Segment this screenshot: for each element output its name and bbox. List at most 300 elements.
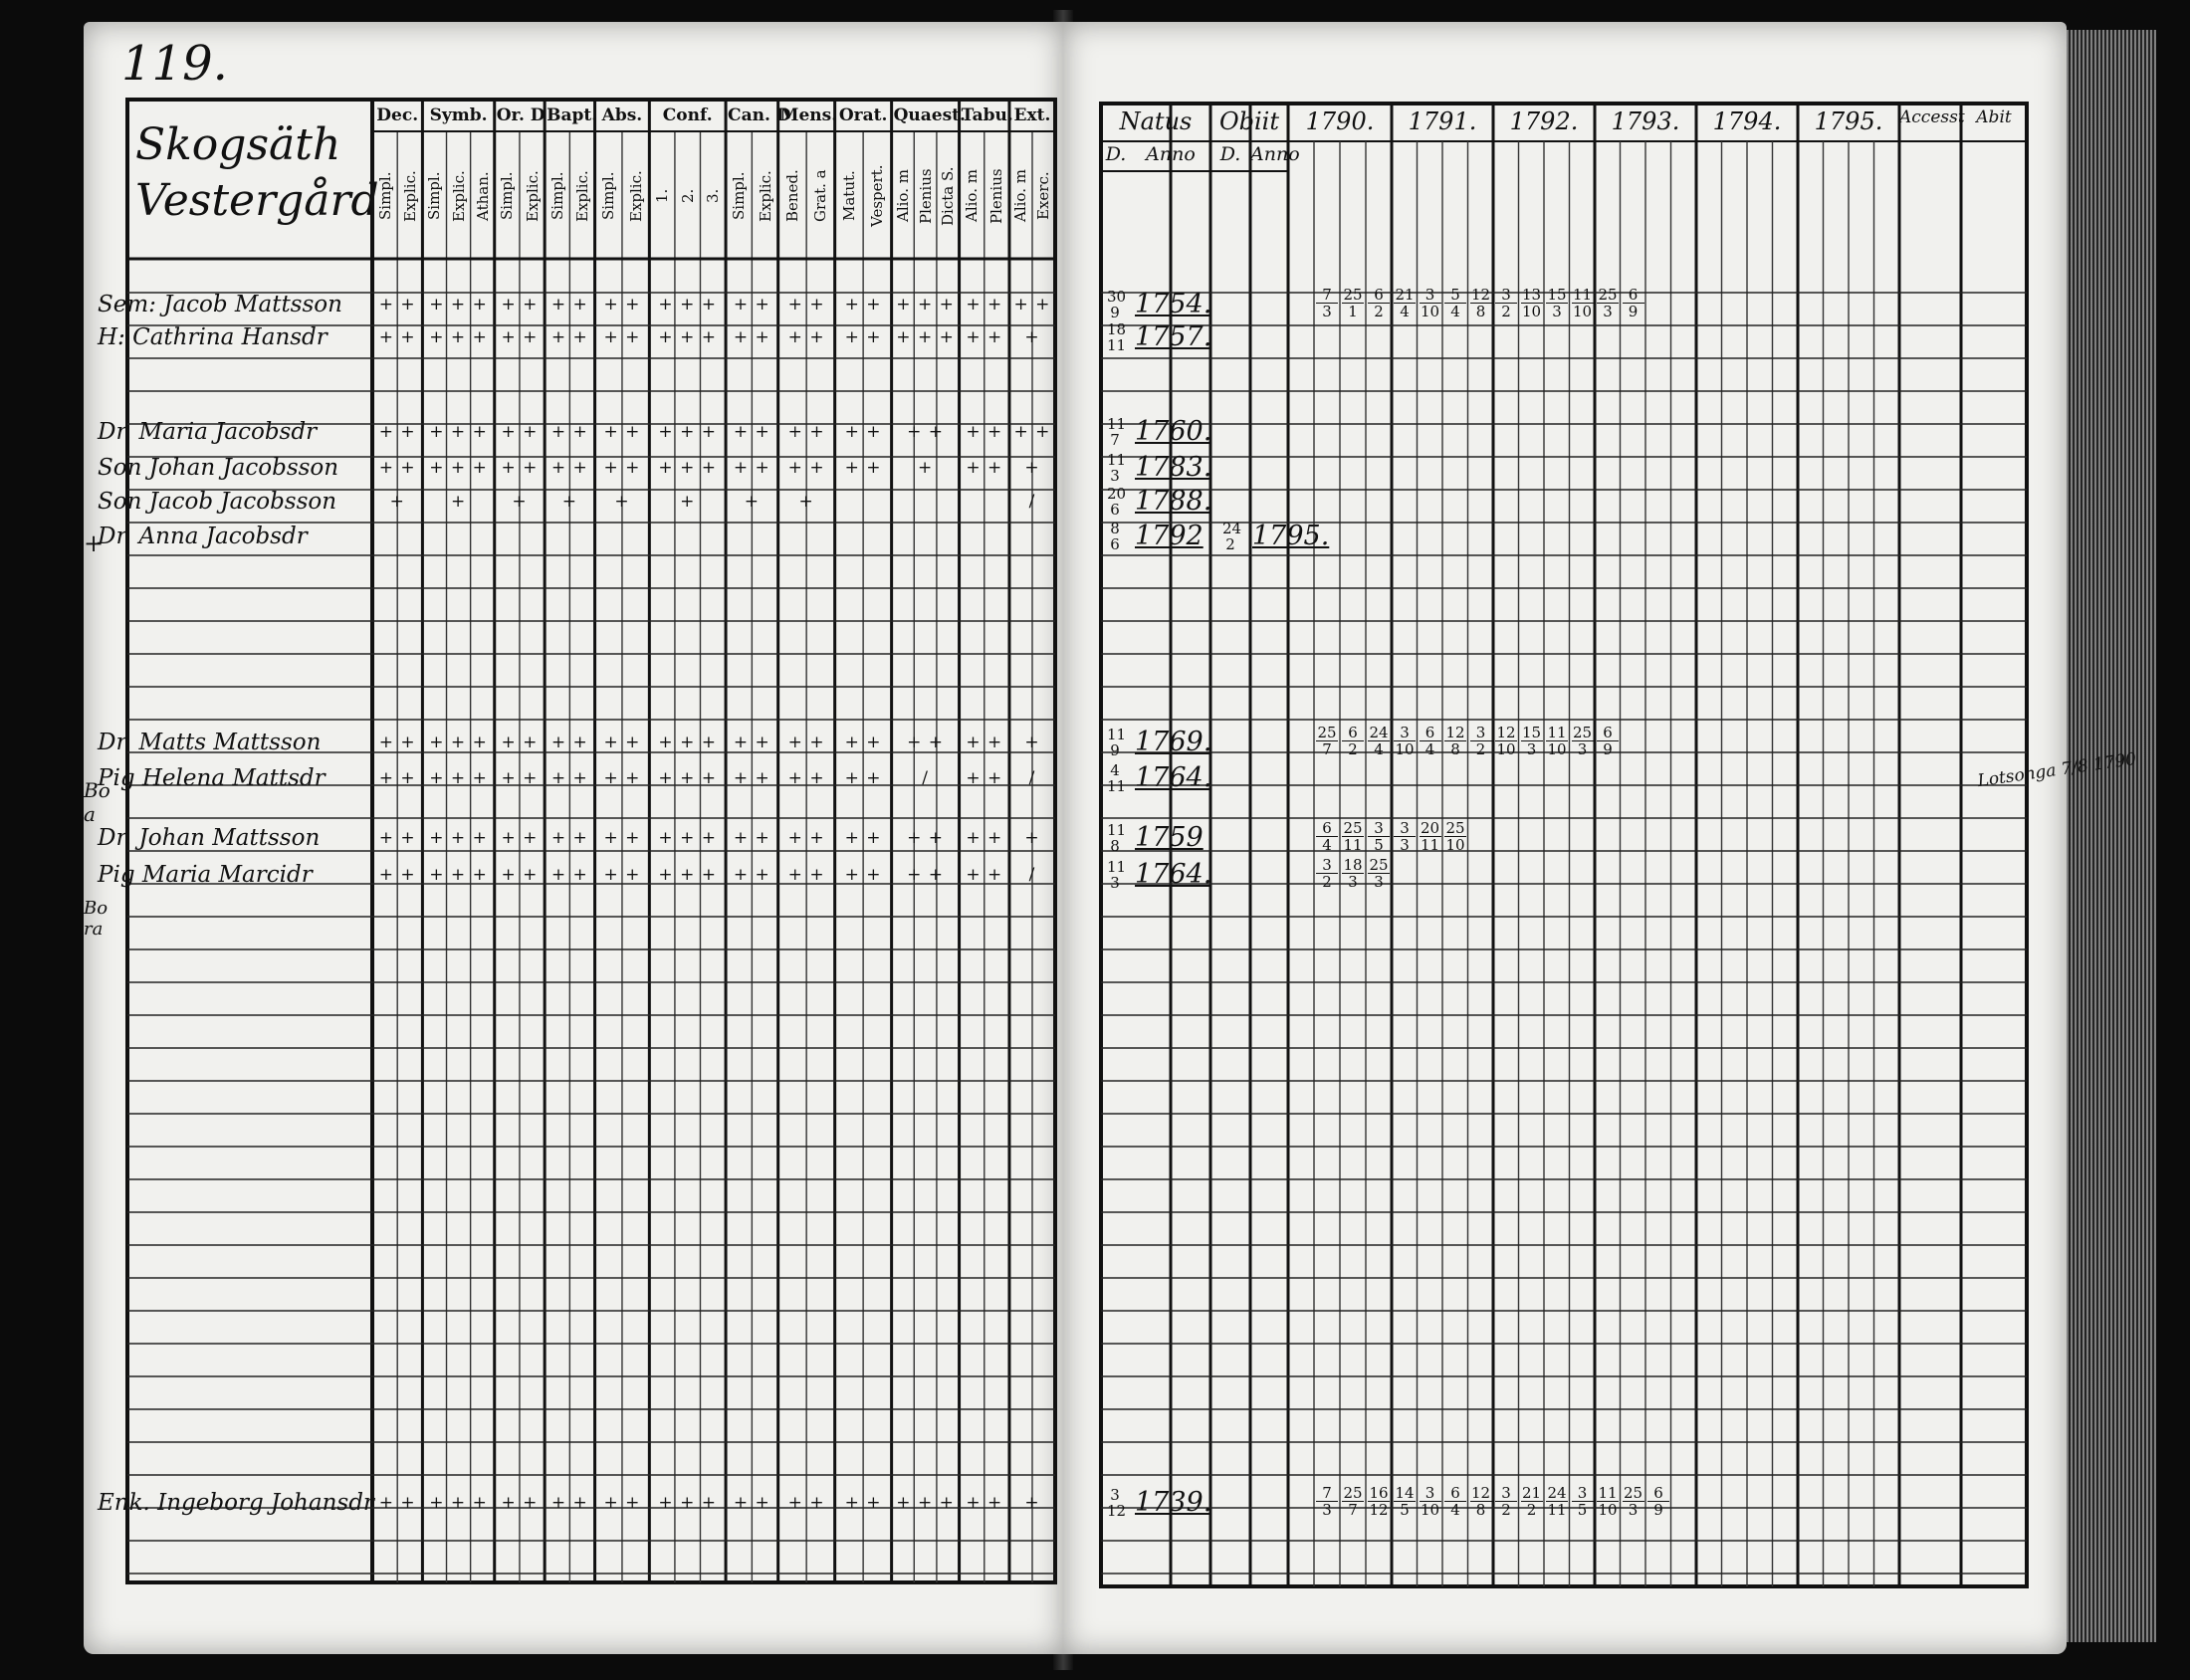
margin-cross-mark: + — [84, 529, 105, 557]
column-subheader-5-1: 2. — [678, 188, 697, 204]
exam-date — [1368, 1485, 1390, 1518]
register-header-0: Natus — [1119, 107, 1193, 135]
attendance-mark: + + — [378, 768, 416, 788]
exam-day: 25 — [1572, 724, 1593, 741]
register-header-8: Accesst — [1899, 107, 1965, 127]
attendance-mark: + + — [550, 733, 588, 752]
exam-month: 3 — [1577, 740, 1588, 758]
exam-month: 2 — [1526, 1501, 1537, 1519]
exam-month: 8 — [1450, 740, 1460, 758]
attendance-mark: + + — [501, 768, 539, 788]
birth-day-top: 11 — [1107, 726, 1127, 743]
birth-day — [1107, 415, 1127, 449]
birth-day-top: 11 — [1107, 821, 1127, 839]
attendance-mark: + + + — [658, 422, 717, 442]
attendance-mark — [1009, 526, 1055, 546]
exam-month: 2 — [1348, 740, 1358, 758]
attendance-mark — [545, 526, 594, 546]
attendance-mark: + — [561, 492, 577, 512]
exam-day: 12 — [1470, 1484, 1491, 1502]
exam-date — [1394, 725, 1416, 757]
exam-month: 4 — [1322, 836, 1332, 854]
right-page-ruling — [1063, 22, 2067, 1654]
birth-day-top: 3 — [1110, 1486, 1120, 1504]
column-header-2: Or. D — [496, 105, 546, 125]
register-header-2: 1790. — [1305, 107, 1375, 135]
birth-day-bottom: 3 — [1110, 874, 1120, 892]
attendance-mark — [835, 492, 892, 512]
exam-month: 10 — [1496, 740, 1516, 758]
attendance-mark: + + — [907, 865, 945, 885]
exam-month: 3 — [1628, 1501, 1639, 1519]
farm-name-line2: Vestergård — [135, 175, 379, 226]
register-header-7: 1795. — [1814, 107, 1883, 135]
birth-year: 1788. — [1135, 486, 1212, 517]
exam-month: 9 — [1603, 740, 1613, 758]
attendance-mark: + + — [787, 828, 825, 848]
exam-date — [1572, 725, 1594, 757]
birth-day-top: 11 — [1107, 858, 1127, 876]
attendance-mark: / — [1028, 865, 1036, 885]
exam-date — [1444, 725, 1466, 757]
column-subheader-1-1: Explic. — [449, 170, 468, 222]
exam-day: 3 — [1316, 857, 1338, 874]
register-header-9: Abit — [1976, 107, 2012, 127]
attendance-mark: + + — [733, 865, 770, 885]
column-subheader-4-0: Simpl. — [599, 171, 618, 221]
exam-day: 12 — [1470, 286, 1491, 304]
attendance-mark: + + — [501, 733, 539, 752]
column-subheader-3-1: Explic. — [572, 170, 591, 222]
attendance-mark: + + — [787, 1493, 825, 1513]
exam-date — [1316, 725, 1338, 757]
column-header-4: Abs. — [601, 105, 643, 125]
birth-day — [1107, 726, 1127, 759]
column-subheader-2-1: Explic. — [523, 170, 542, 222]
attendance-mark: + + — [844, 733, 882, 752]
register-header-5: 1793. — [1611, 107, 1680, 135]
birth-day-bottom: 3 — [1110, 467, 1120, 485]
exam-month: 2 — [1501, 303, 1511, 320]
attendance-mark — [960, 526, 1009, 546]
birth-year: 1739. — [1135, 1487, 1212, 1518]
exam-day: 11 — [1572, 286, 1593, 304]
exam-date — [1470, 1485, 1492, 1518]
attendance-mark: + + — [787, 295, 825, 315]
exam-day: 3 — [1470, 725, 1492, 741]
exam-date — [1368, 820, 1390, 853]
exam-date — [1316, 857, 1338, 890]
exam-month: 10 — [1395, 740, 1415, 758]
exam-date — [1521, 725, 1543, 757]
exam-day: 16 — [1369, 1484, 1389, 1502]
attendance-mark: + — [1024, 458, 1040, 478]
birth-day-top: 11 — [1107, 451, 1127, 469]
attendance-mark: + + — [550, 828, 588, 848]
attendance-mark: + + — [733, 733, 770, 752]
attendance-mark: + + — [501, 865, 539, 885]
birth-day-bottom: 9 — [1110, 741, 1120, 759]
attendance-mark: + + — [966, 733, 1003, 752]
exam-month: 12 — [1369, 1501, 1389, 1519]
exam-month: 5 — [1374, 836, 1384, 854]
exam-day: 25 — [1445, 819, 1465, 837]
attendance-mark: + + — [501, 327, 539, 347]
exam-month: 9 — [1653, 1501, 1663, 1519]
attendance-mark: + + + — [429, 422, 488, 442]
resident-name: Dr. Anna Jacobsdr — [98, 524, 308, 549]
exam-date — [1316, 820, 1338, 853]
attendance-mark: / — [922, 768, 929, 788]
column-subheader-11-0: Alio. m — [1011, 169, 1030, 223]
register-subheader-1: Anno — [1146, 143, 1196, 165]
exam-date — [1368, 725, 1390, 757]
column-header-8: Orat. — [838, 105, 888, 125]
column-subheader-2-0: Simpl. — [498, 171, 517, 221]
attendance-mark: + + — [787, 327, 825, 347]
attendance-mark: + + — [733, 828, 770, 848]
birth-day — [1107, 1486, 1127, 1520]
exam-month: 2 — [1374, 303, 1384, 320]
attendance-mark: + + + — [658, 828, 717, 848]
exam-day: 6 — [1342, 725, 1364, 741]
exam-day: 25 — [1369, 856, 1389, 874]
exam-date — [1546, 1485, 1568, 1518]
attendance-mark: + + — [733, 295, 770, 315]
attendance-mark: + + — [733, 327, 770, 347]
birth-day-top: 30 — [1107, 288, 1127, 306]
exam-day: 15 — [1521, 724, 1542, 741]
attendance-mark — [649, 526, 726, 546]
death-day: 24 2 — [1222, 520, 1242, 553]
attendance-mark: + + — [966, 768, 1003, 788]
exam-day: 18 — [1343, 856, 1363, 874]
exam-day: 3 — [1394, 725, 1416, 741]
birth-day-top: 20 — [1107, 485, 1127, 503]
exam-date — [1420, 287, 1441, 319]
column-subheader-1-2: Athan. — [473, 171, 492, 221]
exam-day: 25 — [1317, 724, 1337, 741]
attendance-mark: / — [1028, 768, 1036, 788]
exam-day: 25 — [1343, 286, 1363, 304]
column-subheader-8-0: Matut. — [839, 170, 858, 222]
attendance-mark: + + + — [429, 768, 488, 788]
resident-name: Pig Helena Mattsdr — [98, 765, 326, 791]
register-subheader-0: D. — [1105, 143, 1127, 165]
exam-day: 6 — [1444, 1485, 1466, 1502]
exam-month: 5 — [1400, 1501, 1410, 1519]
attendance-mark: + + — [378, 733, 416, 752]
resident-name: Dr. Matts Mattsson — [98, 730, 322, 755]
left-page — [84, 22, 1063, 1654]
attendance-mark: + — [1024, 828, 1040, 848]
attendance-mark — [726, 526, 778, 546]
attendance-mark: + + — [501, 295, 539, 315]
attendance-mark: + + — [787, 422, 825, 442]
exam-day: 3 — [1495, 1485, 1517, 1502]
exam-date — [1342, 820, 1364, 853]
column-subheader-9-1: Plenius — [916, 168, 935, 224]
column-subheader-6-0: Simpl. — [730, 171, 749, 221]
birth-year: 1783. — [1135, 452, 1212, 483]
exam-month: 3 — [1603, 303, 1613, 320]
column-header-6: Can. D — [728, 105, 791, 125]
attendance-mark: + + — [603, 768, 641, 788]
attendance-mark: + — [512, 492, 528, 512]
attendance-mark: + — [798, 492, 814, 512]
exam-date — [1546, 725, 1568, 757]
exam-month: 3 — [1348, 873, 1358, 891]
attendance-mark: + + — [603, 422, 641, 442]
column-header-9: Quaest. — [893, 105, 966, 125]
exam-month: 3 — [1322, 303, 1332, 320]
attendance-mark: + + + — [429, 458, 488, 478]
birth-year: 1760. — [1135, 416, 1212, 447]
birth-year: 1769. — [1135, 727, 1212, 757]
exam-month: 5 — [1577, 1501, 1588, 1519]
exam-date — [1368, 287, 1390, 319]
resident-name: H: Cathrina Hansdr — [98, 324, 328, 350]
attendance-mark: + + — [966, 422, 1003, 442]
column-subheader-7-0: Bened. — [782, 169, 801, 223]
attendance-mark: + + — [501, 458, 539, 478]
attendance-mark: + — [1024, 327, 1040, 347]
attendance-mark — [892, 526, 960, 546]
attendance-mark: + + + — [896, 327, 955, 347]
exam-date — [1572, 287, 1594, 319]
exam-day: 3 — [1394, 820, 1416, 837]
attendance-mark: + — [1024, 733, 1040, 752]
column-subheader-5-0: 1. — [653, 188, 672, 204]
exam-date — [1444, 820, 1466, 853]
attendance-mark: + + — [787, 458, 825, 478]
column-subheader-7-1: Grat. a — [811, 169, 830, 223]
resident-name: Enk. Ingeborg Johansdr — [98, 1490, 374, 1516]
attendance-mark: + + — [844, 458, 882, 478]
attendance-mark: + + + — [429, 865, 488, 885]
attendance-mark: + + + — [429, 828, 488, 848]
exam-date — [1444, 1485, 1466, 1518]
resident-name: Son Jacob Jacobsson — [98, 489, 337, 515]
exam-month: 7 — [1348, 1501, 1358, 1519]
exam-day: 6 — [1597, 725, 1619, 741]
resident-name: Dr. Maria Jacobsdr — [98, 419, 318, 445]
exam-day: 3 — [1572, 1485, 1594, 1502]
margin-bo-mark-2: Bo ra — [84, 898, 109, 940]
exam-day: 25 — [1343, 1484, 1363, 1502]
attendance-mark: + + — [1013, 295, 1051, 315]
attendance-mark: + + — [378, 422, 416, 442]
attendance-mark: + + + — [658, 865, 717, 885]
exam-month: 3 — [1526, 740, 1537, 758]
exam-date — [1420, 1485, 1441, 1518]
attendance-mark: + + — [844, 295, 882, 315]
column-subheader-3-0: Simpl. — [548, 171, 566, 221]
attendance-mark: + + — [966, 865, 1003, 885]
register-subheader-3: Anno — [1250, 143, 1300, 165]
exam-date — [1495, 287, 1517, 319]
exam-day: 20 — [1420, 819, 1440, 837]
attendance-mark: + + — [603, 865, 641, 885]
page-number: 119. — [121, 36, 228, 92]
exam-month: 10 — [1547, 740, 1567, 758]
birth-day-bottom: 7 — [1110, 431, 1120, 449]
attendance-mark: + — [680, 492, 696, 512]
exam-day: 13 — [1521, 286, 1542, 304]
exam-day: 12 — [1445, 724, 1465, 741]
attendance-mark: + — [744, 492, 760, 512]
resident-name: Son Johan Jacobsson — [98, 455, 339, 481]
exam-date — [1470, 287, 1492, 319]
register-subheader-2: D. — [1219, 143, 1241, 165]
exam-day: 6 — [1420, 725, 1441, 741]
exam-day: 3 — [1420, 1485, 1441, 1502]
birth-day — [1107, 485, 1127, 519]
exam-date — [1394, 820, 1416, 853]
exam-day: 21 — [1521, 1484, 1542, 1502]
exam-month: 1 — [1348, 303, 1358, 320]
birth-day — [1107, 451, 1127, 485]
exam-date — [1470, 725, 1492, 757]
attendance-mark: + + + — [896, 1493, 955, 1513]
margin-bo-mark: Bo a — [84, 778, 110, 826]
attendance-mark: + + — [844, 828, 882, 848]
exam-date — [1444, 287, 1466, 319]
attendance-mark: + + — [378, 295, 416, 315]
resident-name: Dr. Johan Mattsson — [98, 825, 321, 851]
column-subheader-5-2: 3. — [704, 188, 723, 204]
exam-date — [1521, 1485, 1543, 1518]
column-subheader-11-1: Exerc. — [1034, 171, 1053, 221]
exam-date — [1394, 1485, 1416, 1518]
column-header-5: Conf. — [662, 105, 713, 125]
exam-month: 3 — [1400, 836, 1410, 854]
resident-name: Sem: Jacob Mattsson — [98, 292, 342, 317]
page-edges — [2067, 30, 2156, 1642]
birth-year: 1757. — [1135, 321, 1212, 352]
exam-month: 4 — [1450, 303, 1460, 320]
exam-date — [1597, 725, 1619, 757]
attendance-mark — [595, 526, 650, 546]
birth-day-bottom: 8 — [1110, 837, 1120, 855]
exam-date — [1342, 725, 1364, 757]
register-header-4: 1792. — [1509, 107, 1579, 135]
attendance-mark: + + — [603, 828, 641, 848]
attendance-mark: + + + — [658, 458, 717, 478]
attendance-mark: + — [389, 492, 405, 512]
attendance-mark: + + + — [429, 295, 488, 315]
exam-month: 10 — [1572, 303, 1593, 320]
column-subheader-0-0: Simpl. — [375, 171, 394, 221]
attendance-mark: + + — [1013, 422, 1051, 442]
attendance-mark: + — [614, 492, 630, 512]
attendance-mark — [372, 526, 422, 546]
attendance-mark: + + — [378, 865, 416, 885]
birth-day-top: 11 — [1107, 415, 1127, 433]
exam-day: 25 — [1598, 286, 1618, 304]
exam-date — [1572, 1485, 1594, 1518]
birth-year: 1759 — [1135, 822, 1204, 853]
attendance-mark: + + — [787, 733, 825, 752]
exam-day: 15 — [1547, 286, 1567, 304]
exam-month: 7 — [1322, 740, 1332, 758]
attendance-mark: + + — [733, 458, 770, 478]
attendance-mark: + + — [603, 327, 641, 347]
birth-year: 1792 — [1135, 521, 1204, 551]
attendance-mark: + + — [501, 422, 539, 442]
exam-month: 4 — [1374, 740, 1384, 758]
column-subheader-6-1: Explic. — [756, 170, 774, 222]
exam-day: 7 — [1316, 287, 1338, 304]
column-subheader-10-1: Plenius — [987, 168, 1006, 224]
birth-year: 1764. — [1135, 859, 1212, 890]
birth-day-bottom: 11 — [1107, 777, 1127, 795]
birth-year: 1754. — [1135, 289, 1212, 319]
exam-month: 2 — [1475, 740, 1486, 758]
attendance-mark: + + — [844, 327, 882, 347]
exam-month: 11 — [1420, 836, 1440, 854]
exam-day: 25 — [1623, 1484, 1643, 1502]
exam-date — [1521, 287, 1543, 319]
exam-day: 3 — [1368, 820, 1390, 837]
attendance-mark: + + — [733, 768, 770, 788]
exam-date — [1623, 1485, 1644, 1518]
attendance-mark — [495, 526, 545, 546]
attendance-mark: + + — [550, 458, 588, 478]
attendance-mark: + + + — [658, 733, 717, 752]
exam-date — [1623, 287, 1644, 319]
attendance-mark: + + — [966, 828, 1003, 848]
column-subheader-8-1: Vespert. — [868, 164, 887, 228]
attendance-mark: + — [917, 458, 934, 478]
attendance-mark: + + — [378, 458, 416, 478]
column-subheader-4-1: Explic. — [626, 170, 645, 222]
birth-day-top: 8 — [1110, 520, 1120, 537]
birth-day-bottom: 6 — [1110, 501, 1120, 519]
attendance-mark: + + — [550, 295, 588, 315]
side-note: Lotsonga 7/8 1790 — [1976, 748, 2138, 792]
attendance-mark: + + — [550, 327, 588, 347]
exam-month: 11 — [1343, 836, 1363, 854]
attendance-mark: + + + — [658, 295, 717, 315]
attendance-mark: + + — [966, 458, 1003, 478]
exam-day: 6 — [1623, 287, 1644, 304]
birth-day-bottom: 9 — [1110, 304, 1120, 321]
attendance-mark: + + + — [429, 733, 488, 752]
birth-day — [1107, 521, 1123, 552]
column-subheader-1-0: Simpl. — [425, 171, 444, 221]
exam-month: 2 — [1322, 873, 1332, 891]
exam-date — [1420, 820, 1441, 853]
birth-day — [1107, 320, 1127, 354]
birth-day — [1107, 821, 1127, 855]
attendance-mark — [892, 492, 960, 512]
attendance-mark: + + — [501, 1493, 539, 1513]
attendance-mark: + + + — [658, 327, 717, 347]
column-subheader-0-1: Explic. — [400, 170, 419, 222]
exam-month: 9 — [1628, 303, 1639, 320]
register-header-3: 1791. — [1408, 107, 1477, 135]
birth-year: 1764. — [1135, 762, 1212, 793]
exam-month: 2 — [1501, 1501, 1511, 1519]
exam-month: 8 — [1475, 303, 1486, 320]
attendance-mark: + + — [603, 295, 641, 315]
exam-month: 10 — [1445, 836, 1465, 854]
attendance-mark: + + — [378, 1493, 416, 1513]
birth-day-bottom: 11 — [1107, 336, 1127, 354]
exam-day: 6 — [1368, 287, 1390, 304]
exam-day: 25 — [1343, 819, 1363, 837]
